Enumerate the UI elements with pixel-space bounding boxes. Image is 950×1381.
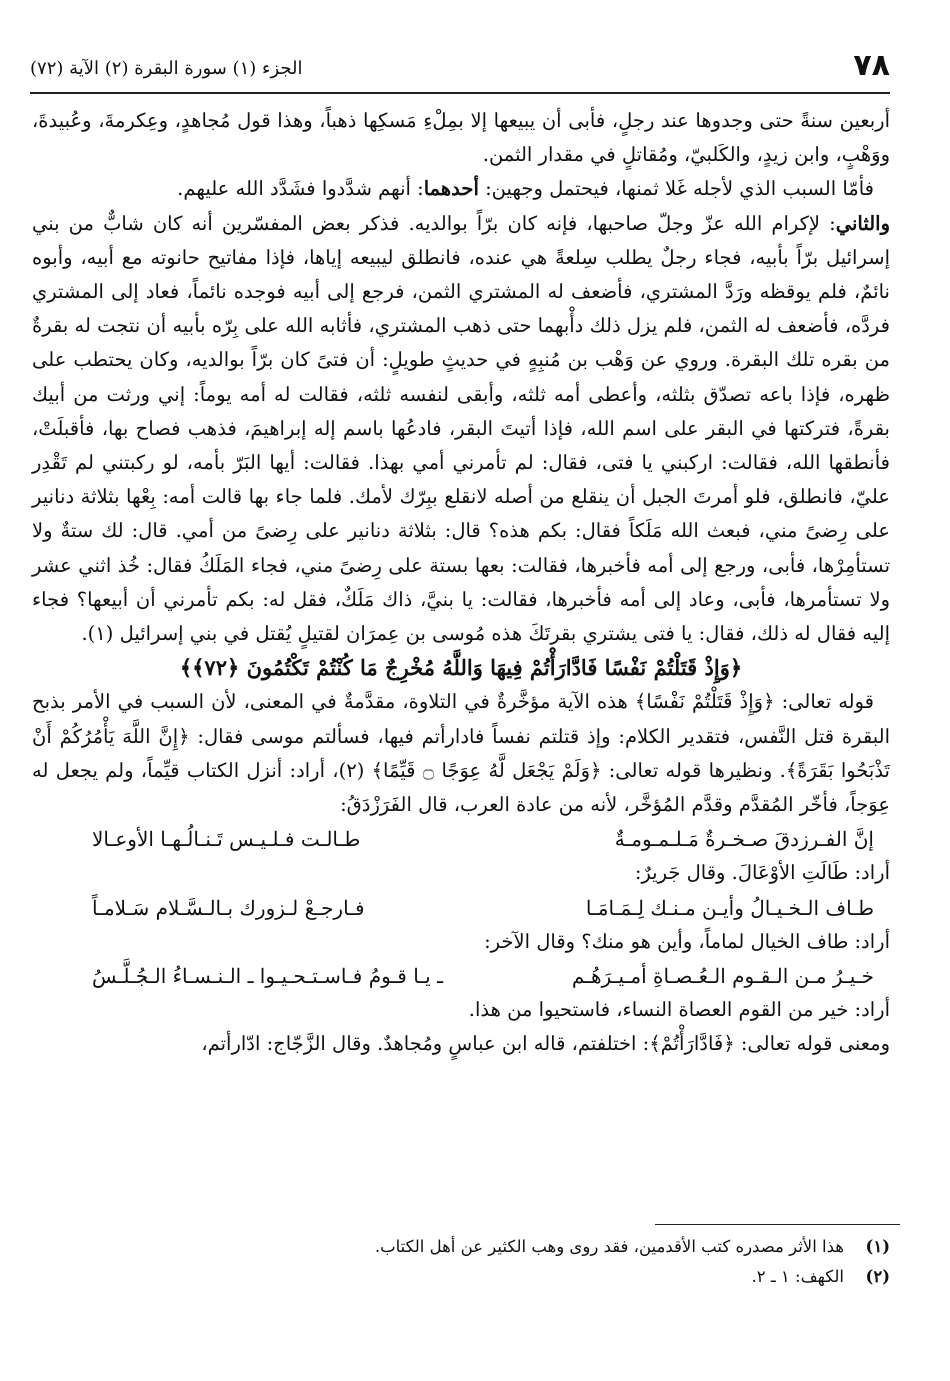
page-number: ٧٨ (853, 48, 890, 83)
bold-term: أحدهما (423, 177, 479, 201)
text-run: : أنهم شدَّدوا فشَدَّد الله عليهم. (177, 177, 424, 201)
hemistich: طـاف الـخـيـالُ وأيـن مـنـك لِـمَـامَـا (585, 895, 874, 920)
poem-line (32, 822, 890, 856)
paragraph: قوله تعالى: ﴿وَإِذْ قَتَلْتُمْ نَفْسًا﴾ هذه الآية مؤخَّرةٌ في التلاوة، مقدَّمةٌ في المعنى، لأن السبب في الأمر بذبح البقرة قتل النَّفس، فتقدير الكلام: وإذ قتلتم نفساً فادارأتم فيها، فسألتم موسى فقال: ﴿إِنَّ اللَّهَ يَأْمُرُكُمْ أَنْ تَذْبَحُوا بَقَرَةً﴾. ونظيرها قوله تعالى: ﴿وَلَمْ يَجْعَل لَّهُ عِوَجًا ۝ قَيِّمًا﴾ (٢)، أراد: أنزل الكتاب قيِّماً، ولم يجعل له عِوَجاً، فأخّر المُقدَّم وقدَّم المُؤخَّر، لأنه من عادة العرب، قال الفَرَزْدَقُ: (32, 690, 890, 817)
bold-term: والثاني (835, 211, 890, 235)
hemistich: إنَّ الفـرزدقَ صـخـرةٌ مَـلـمـومـةٌ (614, 827, 874, 852)
main-text (32, 104, 890, 1062)
header-rule (30, 92, 890, 94)
footnote (32, 1262, 890, 1292)
page-header (30, 48, 890, 90)
footnote-rule (655, 1224, 900, 1225)
quran-verse: ﴿وَإِذْ قَتَلْتُمْ نَفْسًا فَادَّارَأْتُمْ فِيهَا وَاللَّهُ مُخْرِجٌ مَا كُنْتُمْ تَكْتُمُونَ ﴿٧٢﴾﴾ (179, 655, 743, 681)
footnote (32, 1232, 890, 1262)
paragraph: أراد: طَالَتِ الأوْعَالَ. وقال جَريرٌ: (634, 861, 890, 885)
paragraph (32, 172, 890, 206)
footnote-text: الكهف: ١ ـ ٢. (751, 1267, 844, 1286)
running-title: الجزء (١) سورة البقرة (٢) الآية (٧٢) (30, 58, 303, 79)
poem-line (32, 891, 890, 925)
poem-line (32, 959, 890, 993)
hemistich: طـالـت فـلـيـس تَـنـالُـهـا الأوعـالا (92, 827, 361, 852)
text-run: فأمّا السبب الذي لأجله غَلا ثمنها، فيحتمل وجهين: (485, 177, 874, 201)
footnote-number: (٢) (865, 1267, 890, 1286)
hemistich: فـارجـعْ لـزورك بـالـسَّـلام سَـلامـاً (92, 895, 365, 920)
footnote-number: (١) (865, 1237, 890, 1256)
footnote-text: هذا الأثر مصدره كتب الأقدمين، فقد روى وهب الكثير عن أهل الكتاب. (374, 1237, 844, 1256)
text-run: : لإكرام الله عزّ وجلّ صاحبها، فإنه كان برّاً بوالديه. فذكر بعض المفسّرين أنه كان شابٌّ من بني إسرائيل برّاً بأبيه، فجاء رجلٌ يطلب سِلعةً هي عنده، فانطلق ليبيعه إياها، فإذا مفاتيح حانوته مع أبيه، وأبوه نائمٌ، فلم يوقظه ورَدَّ المشتري، فأضعف له المشتري الثمن، فرجع إلى أبيه فوجده نائماً، فعاد إلى المشتري فردَّه، فأضعف له الثمن، فلم يزل ذلك دأْبهما حتى ذهب المشتري، فأثابه الله على بِرّه بأبيه أن نتجت له بقرةٌ من بقره تلك البقرة. وروي عن وَهْب بن مُنبِهٍ في حديثٍ طويلٍ: أن فتىً كان برّاً بوالديه، وكان يحتطب على ظهره، فإذا باعه تصدّق بثلثه، وأعطى أمه ثلثه، وأبقى لنفسه ثلثه، فقالت له أمه يوماً: إني ورثت من أبيك بقرةً، فتركتها في البقر على اسم الله، فإذا أتيتَ البقر، فادعُها باسم إله إبراهيمَ، فذهب فصاح بها، فأقبلَتْ، فأنطقها الله، فقالت: اركبني يا فتى، فقال: لم تأمرني أمي بهذا. فقالت: أيها البَرّ بأمه، لو ركبتني لم تَقْدِر عليّ، فانطلق، فلو أمرتَ الجبل أن ينقلع من أصله لانقلع ببِرّك لأمك. فلما جاء بها قالت أمه: بِعْها بثلاثة دنانير على رِضىً مني، فبعث الله مَلَكاً فقال: بكم هذه؟ قال: بثلاثة دنانير على رِضىً من أمي. قال: لك ستةٌ ولا تستأمِرْها، فأبى، ورجع إلى أمه فأخبرها، فقالت: بعها بستة على رِضىً مني، فجاء المَلَكُ فقال: خُذ اثني عشر ولا تستأمرها، فأبى، وعاد إلى أمه فأخبرها، فقالت: يا بنيَّ، ذاك مَلَكٌ، فقل له: بكم تأمرني أن أبيعها؟ فجاء إليه فقال له ذلك، فقال: يا فتى يشتري بقرتَكَ هذه مُوسى بن عِمرَان لقتيلٍ يُقتل في بني إسرائيل (١). (32, 211, 890, 646)
hemistich: خـيـرُ مـن الـقـوم الـعُـصـاةِ أمـيـرَهُـم (571, 964, 874, 989)
paragraph: أراد: طاف الخيال لماماً، وأين هو منك؟ وقال الآخر: (484, 929, 890, 953)
footnotes (32, 1232, 890, 1292)
paragraph (32, 207, 890, 652)
paragraph: أربعين سنةً حتى وجدوها عند رجلٍ، فأبى أن يبيعها إلا بمِلْءِ مَسكِها ذهباً، وهذا قول مُجاهدٍ، وعِكرمةَ، وعُبيدةَ، ووَهْبٍ، وابن زيدٍ، والكَلبيّ، ومُقاتلٍ في مقدار الثمن. (32, 109, 890, 167)
hemistich: ـ يـا قـومُ فـاسـتـحـيـوا ـ الـنـسـاءُ الـجُـلَّـسُ (92, 964, 443, 989)
paragraph: أراد: خير من القوم العصاة النساء، فاستحيوا من هذا. (468, 998, 890, 1022)
paragraph: ومعنى قوله تعالى: ﴿فَادَّارَأْتُمْ﴾: اختلفتم، قاله ابن عباسٍ ومُجاهدٌ. وقال الزَّجّاج: ادّارأتم، (201, 1032, 890, 1056)
